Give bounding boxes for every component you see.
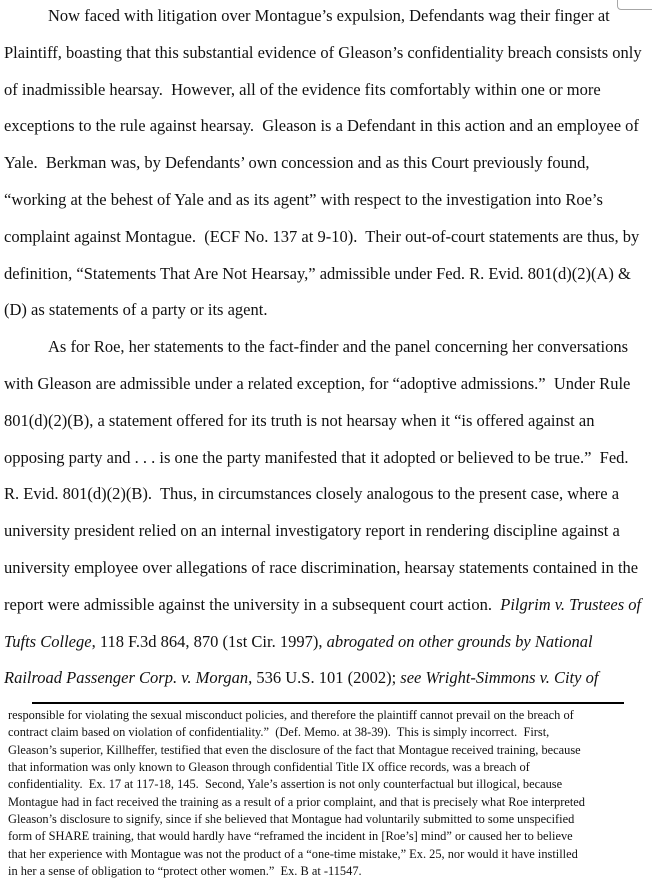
citation-italic-run: Tufts College — [4, 631, 92, 651]
text-run: , 118 F.3d 864, 870 (1st Cir. 1997), — [91, 631, 327, 651]
text-line — [4, 72, 652, 109]
text-run: exceptions to the rule against hearsay. Gleason is a Defendant in this action and an employee of — [4, 116, 639, 136]
footnote-separator — [32, 702, 624, 704]
footnote-line: in her a sense of obligation to “protect other women.” Ex. B at -11547. — [8, 864, 362, 879]
text-line — [4, 624, 652, 661]
footnote-line: Gleason’s disclosure to signify, since if she believed that Montague had voluntarily submitted to some unspecified — [8, 812, 575, 827]
citation-italic-run: abrogated on other grounds by National — [326, 631, 593, 651]
citation-italic-run: Pilgrim v. Trustees of — [500, 594, 642, 614]
footnote-line: contract claim based on violation of confidentiality.” (Def. Memo. at 38-39). This is simply incorrect. First, — [8, 725, 550, 740]
text-run: As for Roe, her statements to the fact-finder and the panel concerning her conversations — [48, 337, 629, 357]
text-line — [4, 292, 652, 329]
text-run: opposing party and . . . is one the party manifested that it adopted or believed to be true.” Fed. — [4, 447, 629, 467]
text-run: 801(d)(2)(B), a statement offered for its truth is not hearsay when it “is offered against an — [4, 410, 595, 430]
paragraph — [4, 0, 652, 329]
footnote-line: responsible for violating the sexual misconduct policies, and therefore the plaintiff cannot prevail on the breach of — [8, 708, 574, 722]
text-line — [4, 403, 652, 440]
text-run: R. Evid. 801(d)(2)(B). Thus, in circumstances closely analogous to the present case, where a — [4, 484, 620, 504]
text-line — [4, 440, 652, 477]
text-line — [4, 366, 652, 403]
text-run: with Gleason are admissible under a related exception, for “adoptive admissions.” Under Rule — [4, 373, 631, 393]
citation-italic-run: see Wright-Simmons v. City of — [400, 668, 599, 688]
text-run: Yale. Berkman was, by Defendants’ own concession and as this Court previously found, — [4, 153, 590, 173]
text-run: Plaintiff, boasting that this substantial evidence of Gleason’s confidentiality breach consists only — [4, 42, 642, 62]
text-run: university employee over allegations of race discrimination, hearsay statements contained in the — [4, 557, 639, 577]
text-line — [4, 182, 652, 219]
document-body — [4, 0, 652, 697]
text-run: university president relied on an internal investigatory report in rendering discipline against a — [4, 521, 620, 541]
text-line — [4, 587, 652, 624]
text-run: definition, “Statements That Are Not Hearsay,” admissible under Fed. R. Evid. 801(d)(2)(A) & — [4, 263, 631, 283]
text-run: complaint against Montague. (ECF No. 137 at 9-10). Their out-of-court statements are thus, by — [4, 226, 640, 246]
footnote-line: Gleason’s superior, Killheffer, testified that even the disclosure of the fact that Montague received training, because — [8, 742, 581, 757]
text-run: Now faced with litigation over Montague’s expulsion, Defendants wag their finger at — [48, 6, 610, 25]
footnote-line: confidentiality. Ex. 17 at 117-18, 145. Second, Yale’s assertion is not only counterfactual but illogical, because — [8, 777, 563, 792]
text-run: “working at the behest of Yale and as its agent” with respect to the investigation into Roe’s — [4, 189, 603, 209]
text-run: , 536 U.S. 101 (2002); — [248, 668, 401, 688]
citation-italic-run: Railroad Passenger Corp. v. Morgan — [4, 668, 249, 688]
paragraph — [4, 329, 652, 697]
text-run: of inadmissible hearsay. However, all of the evidence fits comfortably within one or more — [4, 79, 601, 99]
text-line — [4, 660, 652, 697]
text-run: (D) as statements of a party or its agent. — [4, 300, 268, 320]
text-run: report were admissible against the university in a subsequent court action. — [4, 594, 501, 614]
text-line — [4, 0, 652, 35]
footnote-line: form of SHARE training, that would hardly have “reframed the incident in [Roe’s] mind” or caused her to believe — [8, 829, 573, 844]
footnote-text — [8, 707, 648, 880]
text-line — [4, 329, 652, 366]
text-line — [4, 550, 652, 587]
footnote-line: Montague had in fact received the training as a result of a prior complaint, and that is precisely what Roe interpreted — [8, 794, 585, 809]
footnote-line: that information was only known to Gleason through confidential Title IX office records, was a breach of — [8, 760, 530, 775]
text-line — [4, 219, 652, 256]
text-line — [4, 476, 652, 513]
text-line — [4, 108, 652, 145]
text-line — [4, 256, 652, 293]
text-line — [4, 513, 652, 550]
footnote-line: that her experience with Montague was not the product of a “one-time mistake,” Ex. 25, nor would it have instilled — [8, 846, 578, 861]
text-line — [4, 35, 652, 72]
text-line — [4, 145, 652, 182]
